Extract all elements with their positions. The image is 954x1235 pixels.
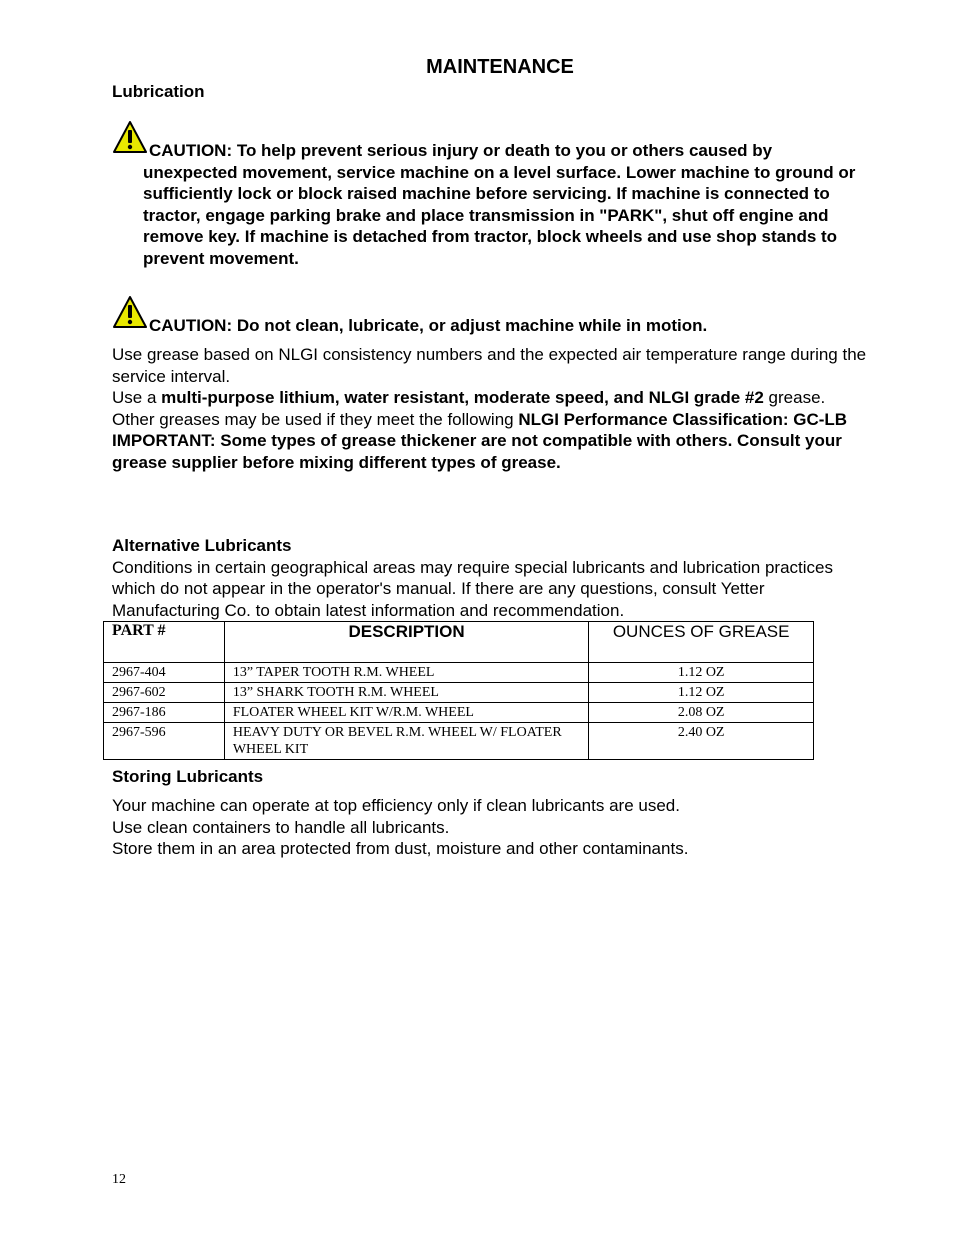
cell-ounces: 1.12 OZ [589,663,814,683]
alternative-text: Conditions in certain geographical areas may require special lubricants and lubrication practices which do not appear in the operator's manual. If there are any questions, consult Yetter Manufacturing Co. to obtain latest information and recommendation. [112,557,833,620]
grease-p2: Use a multi-purpose lithium, water resistant, moderate speed, and NLGI grade #2 grease. [112,388,826,408]
cell-description: HEAVY DUTY OR BEVEL R.M. WHEEL W/ FLOATER WHEEL KIT [224,723,588,760]
table-row [104,663,814,683]
header-description: DESCRIPTION [224,622,588,663]
cell-part: 2967-596 [104,723,225,760]
warning-triangle-icon [112,120,148,154]
alternative-heading: Alternative Lubricants [112,536,292,555]
alternative-lubricants [112,535,872,621]
grease-important: IMPORTANT: Some types of grease thickener are not compatible with others. Consult your grease supplier before mixing different types of grease. [112,431,842,472]
caution-block-movement [112,120,872,270]
caution-body: unexpected movement, service machine on a level surface. Lower machine to ground or sufficiently lock or block raised machine before servicing. If machine is connected to tractor, engage parking brake and place transmission in "PARK", shut off engine and remove key. If machine is detached from tractor, block wheels and use shop stands to prevent movement. [143,162,856,268]
header-part: PART # [104,622,225,663]
table-header-row [104,622,814,663]
table-row [104,703,814,723]
lubrication-heading: Lubrication [112,82,205,101]
grease-p1: Use grease based on NLGI consistency numbers and the expected air temperature range during the service interval. [112,345,867,386]
page-number: 12 [112,1172,126,1187]
cell-ounces: 2.40 OZ [589,723,814,760]
storing-heading: Storing Lubricants [112,767,264,786]
caution-lead: CAUTION: Do not clean, lubricate, or adjust machine while in motion. [149,316,708,335]
storing-line-3: Store them in an area protected from dust, moisture and other contaminants. [112,839,689,859]
grease-table [103,621,814,760]
page-title: MAINTENANCE [426,56,574,78]
warning-triangle-icon [112,295,148,329]
cell-description: 13” TAPER TOOTH R.M. WHEEL [224,663,588,683]
cell-part: 2967-404 [104,663,225,683]
caution-block-motion [112,295,872,337]
cell-part: 2967-602 [104,683,225,703]
header-ounces: OUNCES OF GREASE [589,622,814,663]
cell-description: FLOATER WHEEL KIT W/R.M. WHEEL [224,703,588,723]
storing-line-1: Your machine can operate at top efficiency only if clean lubricants are used. [112,796,680,815]
cell-part: 2967-186 [104,703,225,723]
cell-ounces: 2.08 OZ [589,703,814,723]
storing-text [112,795,872,860]
storing-line-2: Use clean containers to handle all lubricants. [112,817,450,837]
table-row [104,683,814,703]
caution-lead: CAUTION: To help prevent serious injury or death to you or others caused by [149,141,773,160]
grease-instructions [112,344,872,474]
cell-ounces: 1.12 OZ [589,683,814,703]
grease-p3: Other greases may be used if they meet the following NLGI Performance Classification: GC-LB [112,409,848,429]
cell-description: 13” SHARK TOOTH R.M. WHEEL [224,683,588,703]
table-row [104,723,814,760]
